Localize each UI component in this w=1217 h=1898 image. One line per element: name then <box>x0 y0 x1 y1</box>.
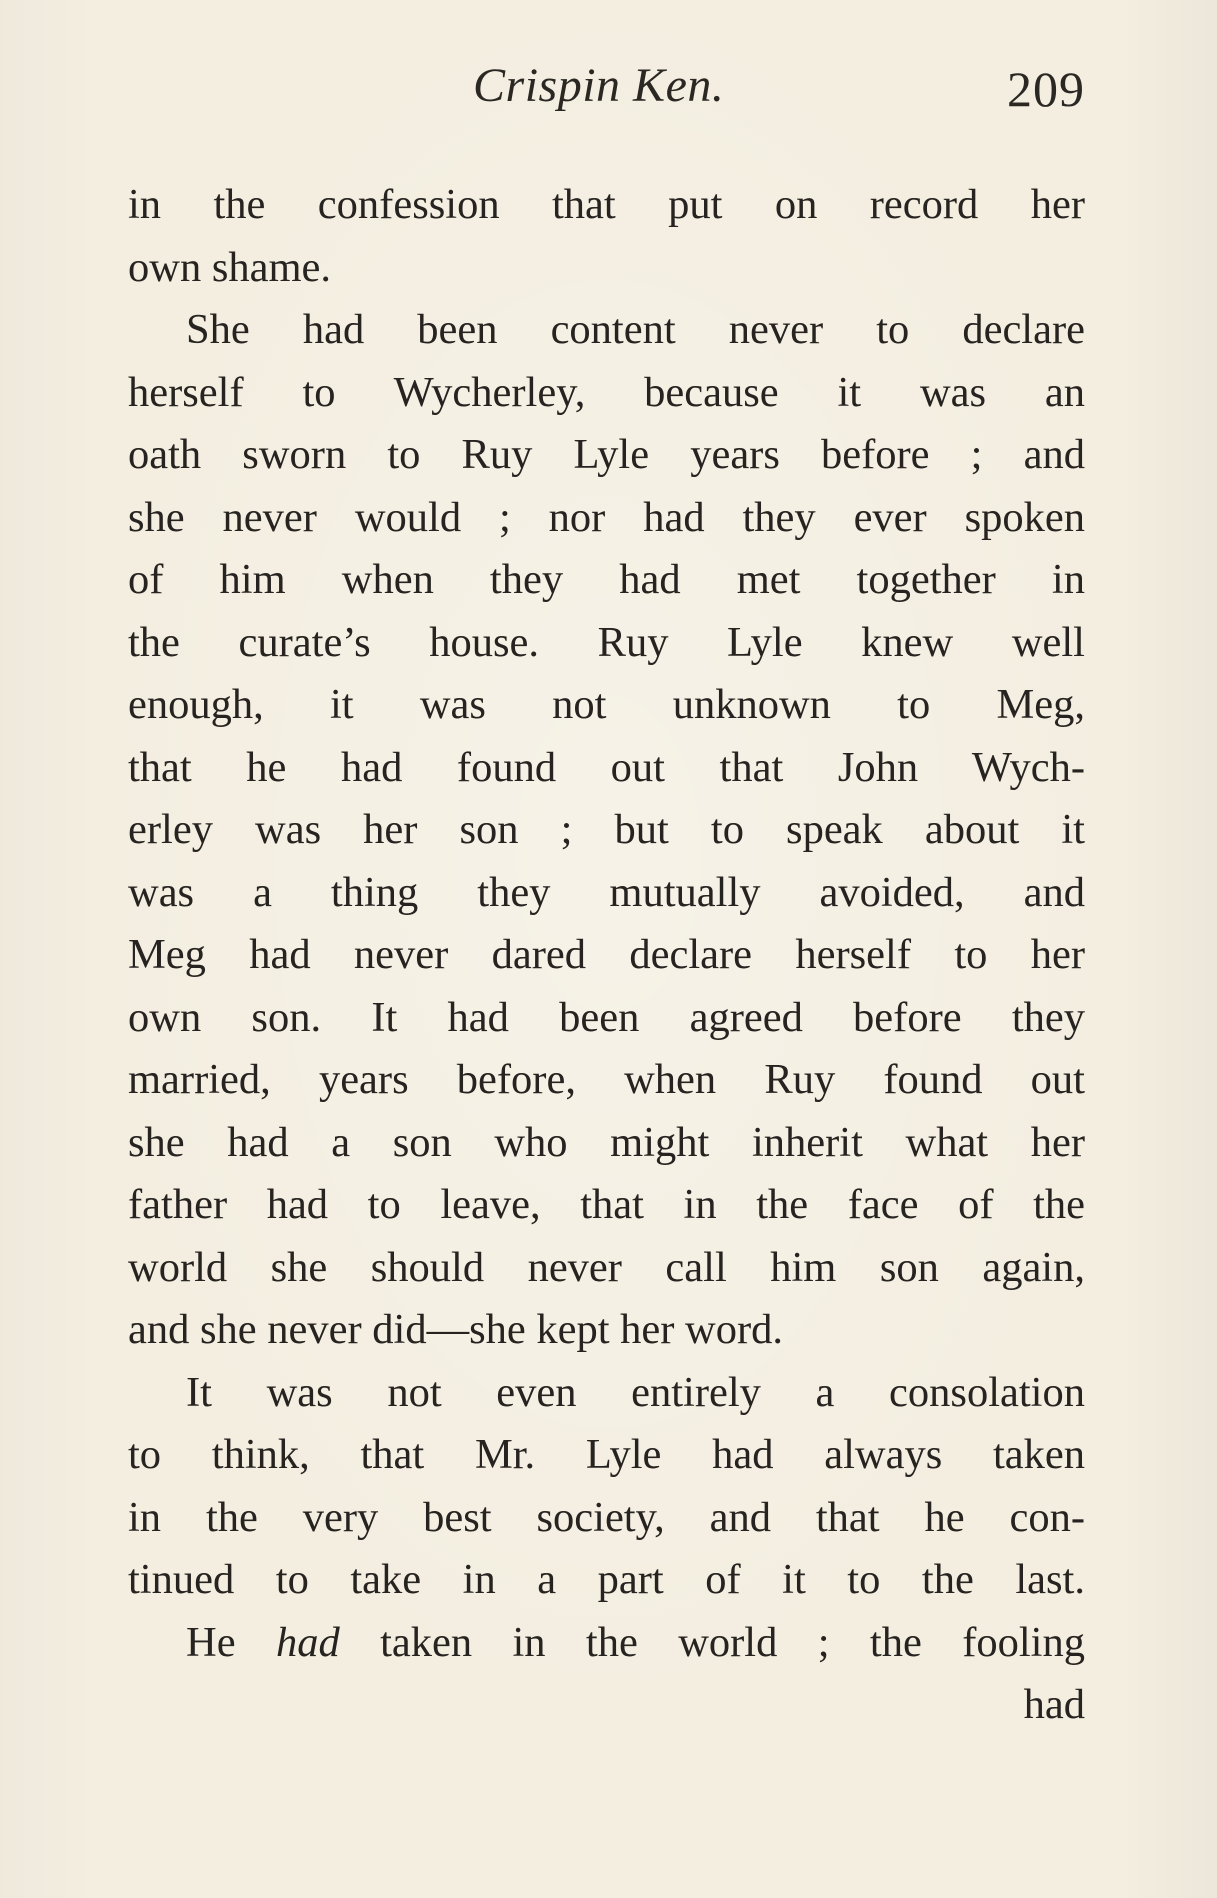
text-line: married, years before, when Ruy found out <box>128 1056 1085 1103</box>
text-segment: He <box>186 1618 276 1666</box>
text-line: world she should never call him son again, <box>128 1243 1085 1291</box>
text-line: and she never did—she kept her word. <box>128 1306 784 1353</box>
text-line: of him when they had met together in <box>128 556 1085 603</box>
text-line: Meg had never dared declare herself to her <box>128 931 1085 978</box>
text-line: was a thing they mutually avoided, and <box>128 868 1085 916</box>
text-line: to think, that Mr. Lyle had always taken <box>128 1431 1085 1478</box>
page-header <box>128 58 1085 128</box>
text-line: erley was her son ; but to speak about it <box>128 806 1085 853</box>
text-line: in the confession that put on record her <box>128 181 1085 228</box>
running-title: Crispin Ken. <box>473 59 725 112</box>
text-line-last-paragraph <box>128 1612 1085 1675</box>
text-line: that he had found out that John Wych- <box>128 743 1085 791</box>
text-segment: taken in the world ; the fooling <box>339 1618 1085 1666</box>
text-line: oath sworn to Ruy Lyle years before ; and <box>128 431 1085 478</box>
text-line: own son. It had been agreed before they <box>128 993 1085 1041</box>
catchword: had <box>1023 1681 1085 1728</box>
text-line: It was not even entirely a consolation <box>186 1368 1085 1416</box>
text-line: herself to Wycherley, because it was an <box>128 368 1085 416</box>
text-line: She had been content never to declare <box>186 306 1085 353</box>
body-text <box>128 174 1085 1737</box>
page-number: 209 <box>1007 61 1085 117</box>
text-line: in the very best society, and that he con- <box>128 1493 1085 1541</box>
text-line: the curate’s house. Ruy Lyle knew well <box>128 618 1085 666</box>
text-line: enough, it was not unknown to Meg, <box>128 681 1085 728</box>
text-line: father had to leave, that in the face of the <box>128 1181 1085 1228</box>
text-line: she had a son who might inherit what her <box>128 1118 1085 1166</box>
italic-word: had <box>275 1618 340 1666</box>
text-line: own shame. <box>128 243 332 291</box>
text-line: tinued to take in a part of it to the last. <box>128 1556 1085 1603</box>
text-line: she never would ; nor had they ever spoken <box>128 493 1085 541</box>
